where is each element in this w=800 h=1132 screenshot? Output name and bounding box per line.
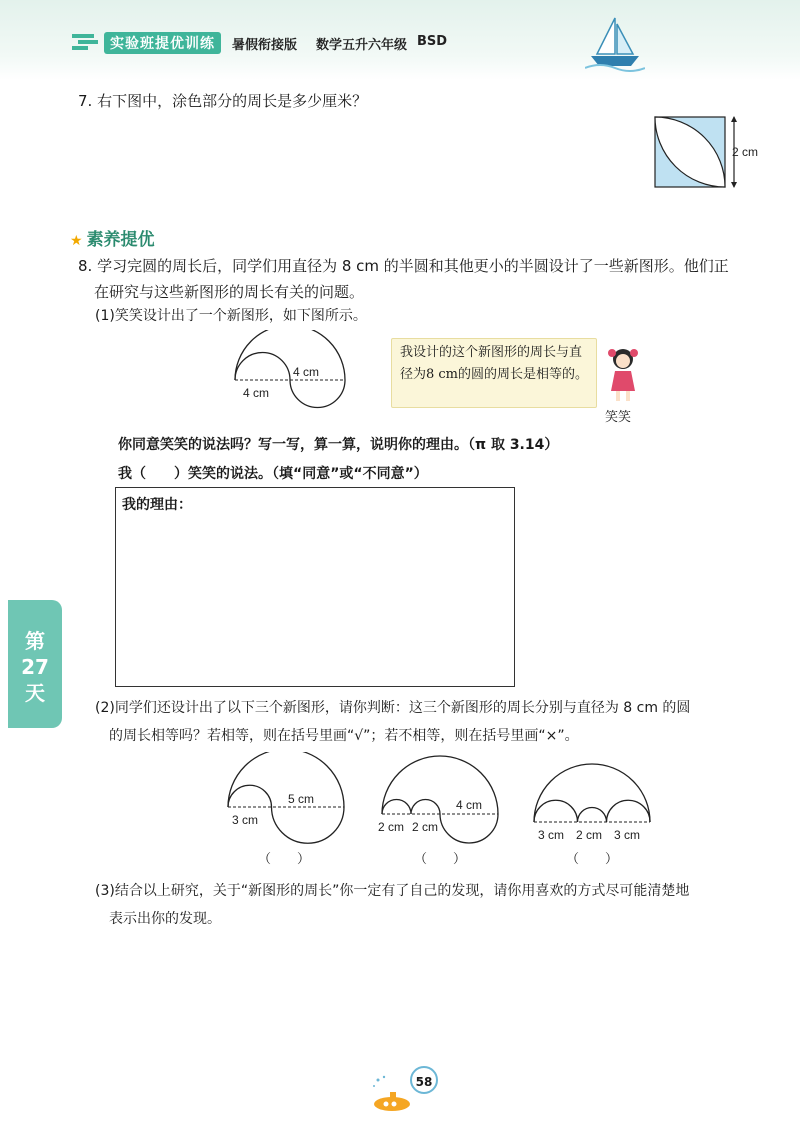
side-tab-line-2: 27 — [21, 655, 49, 679]
question-8-intro — [78, 253, 778, 305]
figure-b-label-2: 2 cm — [378, 820, 405, 834]
figure-c-label-2: 2 cm — [576, 828, 603, 842]
part1-label-upper: 4 cm — [293, 365, 320, 379]
question-7: 7. 右下图中，涂色部分的周长是多少厘米？ — [78, 92, 368, 110]
part-1-figure — [225, 330, 355, 420]
logo-icon — [70, 30, 100, 52]
figure-b — [378, 756, 498, 866]
q7-dimension-label: 2 cm — [732, 145, 759, 159]
figure-a — [228, 752, 344, 866]
part3-line-2: 表示出你的发现。 — [109, 911, 221, 927]
part-1-text: (1)笑笑设计出了一个新图形，如下图所示。 — [95, 308, 367, 324]
q8-line-1: 8. 学习完圆的周长后，同学们用直径为 8 cm 的半圆和其他更小的半圆设计了一些新图形。他们正 — [78, 257, 729, 275]
figure-a-label-2: 3 cm — [232, 813, 259, 827]
girl-character-icon — [603, 345, 643, 405]
question-7-figure — [650, 112, 770, 192]
side-tab-line-1: 第 — [25, 629, 45, 653]
figure-b-answer[interactable]: （ ） — [414, 851, 467, 866]
section-title — [70, 225, 155, 250]
subject-label: 数学五升六年级 — [316, 38, 408, 53]
brand-title: 实验班提优训练 — [104, 32, 221, 54]
page-number: 58 — [410, 1066, 438, 1094]
part2-line-1: (2)同学们还设计出了以下三个新图形，请你判断：这三个新图形的周长分别与直径为 8 cm 的圆 — [95, 700, 691, 716]
edition-label: 暑假衔接版 — [232, 38, 298, 53]
q8-line-2: 在研究与这些新图形的周长有关的问题。 — [94, 283, 365, 301]
day-side-tab — [8, 600, 62, 728]
part-3-text — [95, 877, 775, 933]
part3-line-1: (3)结合以上研究，关于“新图形的周长”你一定有了自己的发现，请你用喜欢的方式尽可能清楚地 — [95, 883, 690, 899]
figure-c-label-3: 3 cm — [614, 828, 641, 842]
part-2-text — [95, 694, 775, 750]
speech-bubble: 我设计的这个新图形的周长与直径为8 cm的圆的周长是相等的。 — [391, 338, 597, 408]
figure-c-label-1: 3 cm — [538, 828, 565, 842]
part-1-fill-blank[interactable]: 我（ ）笑笑的说法。（填“同意”或“不同意”） — [118, 466, 428, 482]
star-icon: ★ — [70, 233, 83, 249]
side-tab-line-3: 天 — [25, 681, 45, 705]
figure-a-label-1: 5 cm — [288, 792, 315, 806]
figure-b-label-3: 2 cm — [412, 820, 439, 834]
character-name: 笑笑 — [605, 410, 632, 425]
figure-c-answer[interactable]: （ ） — [566, 851, 619, 866]
part-1-question: 你同意笑笑的说法吗？写一写，算一算，说明你的理由。（π 取 3.14） — [118, 437, 559, 453]
part-2-figures — [220, 752, 670, 872]
figure-b-label-1: 4 cm — [456, 798, 483, 812]
reason-answer-box[interactable] — [115, 487, 515, 687]
part1-label-lower: 4 cm — [243, 386, 270, 400]
section-title-text: 素养提优 — [86, 230, 155, 250]
sailboat-icon — [585, 14, 645, 72]
figure-c — [534, 764, 650, 866]
part2-line-2: 的周长相等吗？若相等，则在括号里画“√”；若不相等，则在括号里画“×”。 — [109, 728, 579, 744]
figure-a-answer[interactable]: （ ） — [258, 851, 311, 866]
reason-label: 我的理由： — [122, 497, 192, 513]
publisher-label: BSD — [417, 34, 448, 49]
